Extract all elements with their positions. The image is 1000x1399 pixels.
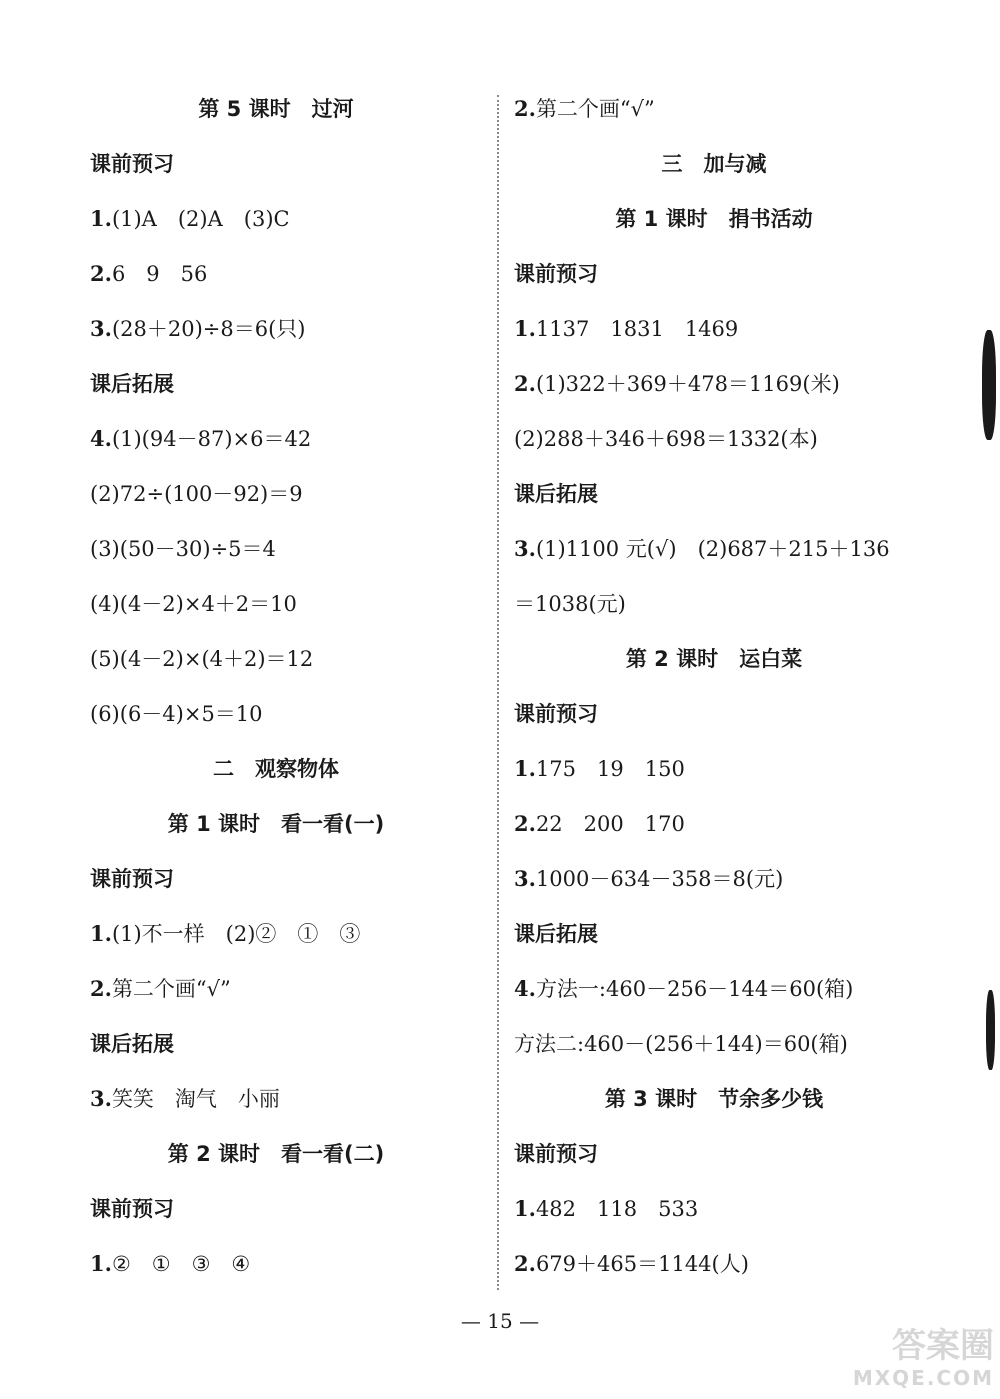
item-number: 1. bbox=[90, 206, 112, 231]
item-number: 3. bbox=[90, 316, 112, 341]
answer-text: (28＋20)÷8＝6(只) bbox=[111, 317, 306, 341]
answer-line bbox=[514, 974, 853, 1004]
section-heading: 课前预习 bbox=[514, 702, 598, 726]
answer-line bbox=[514, 314, 738, 344]
answer-line bbox=[514, 94, 655, 124]
scan-smudge bbox=[986, 990, 995, 1070]
answer-text: 第二个画“√” bbox=[111, 977, 231, 1001]
section-heading: 课后拓展 bbox=[90, 1032, 174, 1056]
item-number: 1. bbox=[514, 1196, 536, 1221]
item-number: 2. bbox=[90, 976, 112, 1001]
page-number: — 15 — bbox=[460, 1309, 540, 1333]
answer-text: 22 200 170 bbox=[535, 812, 685, 836]
answer-line bbox=[90, 974, 231, 1004]
section-heading: 课前预习 bbox=[514, 1142, 598, 1166]
section-heading: 课前预习 bbox=[90, 867, 174, 891]
answer-text: (1)A (2)A (3)C bbox=[111, 207, 290, 231]
item-number: 2. bbox=[514, 811, 536, 836]
answer-line bbox=[514, 1249, 749, 1279]
answer-line: (2)72÷(100－92)＝9 bbox=[90, 482, 303, 506]
lesson-title: 第 1 课时 捐书活动 bbox=[615, 207, 813, 231]
item-number: 3. bbox=[514, 536, 536, 561]
item-number: 4. bbox=[90, 426, 112, 451]
answer-line: (2)288＋346＋698＝1332(本) bbox=[514, 427, 818, 451]
answer-line bbox=[514, 864, 783, 894]
item-number: 2. bbox=[90, 261, 112, 286]
item-number: 1. bbox=[514, 316, 536, 341]
scan-smudge bbox=[982, 330, 996, 440]
answer-line bbox=[514, 754, 685, 784]
answer-line bbox=[90, 424, 311, 454]
answer-line: (4)(4－2)×4＋2＝10 bbox=[90, 592, 297, 616]
answer-text: 482 118 533 bbox=[535, 1197, 699, 1221]
section-heading: 课后拓展 bbox=[90, 372, 174, 396]
answer-line bbox=[90, 1084, 280, 1114]
answer-text: 175 19 150 bbox=[535, 757, 685, 781]
answer-line bbox=[514, 1194, 698, 1224]
answer-text: 笑笑 淘气 小丽 bbox=[111, 1087, 280, 1111]
section-heading: 课前预习 bbox=[514, 262, 598, 286]
answer-line bbox=[90, 1249, 250, 1279]
lesson-title: 第 3 课时 节余多少钱 bbox=[604, 1087, 824, 1111]
item-number: 1. bbox=[90, 921, 112, 946]
item-number: 2. bbox=[514, 1251, 536, 1276]
section-heading: 课后拓展 bbox=[514, 482, 598, 506]
answer-text: 方法一:460－256－144＝60(箱) bbox=[535, 977, 854, 1001]
watermark-text: 答案圈 bbox=[892, 1326, 994, 1366]
answer-line bbox=[514, 369, 840, 399]
chapter-title: 三 加与减 bbox=[661, 152, 767, 176]
section-heading: 课前预习 bbox=[90, 152, 174, 176]
item-number: 1. bbox=[514, 756, 536, 781]
lesson-title: 第 1 课时 看一看(一) bbox=[167, 812, 385, 836]
section-heading: 课后拓展 bbox=[514, 922, 598, 946]
answer-line: (6)(6－4)×5＝10 bbox=[90, 702, 263, 726]
answer-text: (1)322＋369＋478＝1169(米) bbox=[535, 372, 840, 396]
answer-text: (1)(94－87)×6＝42 bbox=[111, 427, 312, 451]
answer-line: (5)(4－2)×(4＋2)＝12 bbox=[90, 647, 314, 671]
section-heading: 课前预习 bbox=[90, 1197, 174, 1221]
answer-text: ② ① ③ ④ bbox=[111, 1252, 251, 1276]
item-number: 2. bbox=[514, 96, 536, 121]
answer-line bbox=[514, 809, 685, 839]
item-number: 3. bbox=[90, 1086, 112, 1111]
answer-text: 第二个画“√” bbox=[535, 97, 655, 121]
watermark-logo bbox=[814, 1325, 994, 1395]
answer-line bbox=[90, 259, 207, 289]
column-divider bbox=[497, 95, 499, 1290]
answer-text: 1137 1831 1469 bbox=[535, 317, 739, 341]
chapter-title: 二 观察物体 bbox=[213, 757, 339, 781]
watermark-url: MXQE.COM bbox=[852, 1366, 994, 1390]
answer-text: 679＋465＝1144(人) bbox=[535, 1252, 749, 1276]
answer-text: (1)不一样 (2)② ① ③ bbox=[111, 922, 361, 946]
item-number: 2. bbox=[514, 371, 536, 396]
answer-line bbox=[90, 919, 360, 949]
answer-line: ＝1038(元) bbox=[514, 592, 626, 616]
answer-line bbox=[90, 204, 290, 234]
answer-text: 1000－634－358＝8(元) bbox=[535, 867, 784, 891]
item-number: 1. bbox=[90, 1251, 112, 1276]
lesson-title: 第 5 课时 过河 bbox=[198, 97, 354, 121]
answer-line bbox=[514, 534, 890, 564]
item-number: 4. bbox=[514, 976, 536, 1001]
answer-text: (1)1100 元(√) (2)687＋215＋136 bbox=[535, 537, 890, 561]
answer-line: 方法二:460－(256＋144)＝60(箱) bbox=[514, 1032, 848, 1056]
lesson-title: 第 2 课时 看一看(二) bbox=[167, 1142, 385, 1166]
answer-text: 6 9 56 bbox=[111, 262, 208, 286]
answer-line bbox=[90, 314, 305, 344]
answer-line: (3)(50－30)÷5＝4 bbox=[90, 537, 276, 561]
item-number: 3. bbox=[514, 866, 536, 891]
lesson-title: 第 2 课时 运白菜 bbox=[625, 647, 803, 671]
